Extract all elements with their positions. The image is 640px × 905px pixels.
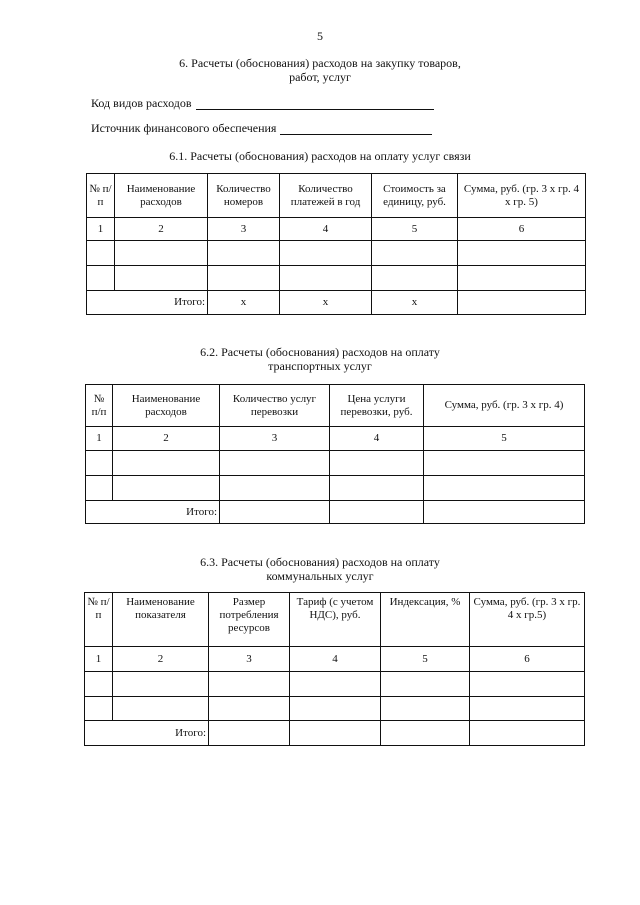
table2-cell [330, 451, 424, 476]
expense-code-line [196, 98, 434, 110]
table3-row [85, 672, 585, 697]
table2-header-row [86, 385, 585, 427]
table1-header-cell: Наименование расходов [115, 174, 208, 218]
table1-cell [115, 266, 208, 291]
table2-row [86, 451, 585, 476]
table1-number-cell: 5 [372, 218, 458, 241]
table3-number-cell: 3 [209, 647, 290, 672]
table2 [85, 384, 585, 524]
table2-cell [113, 451, 220, 476]
table3-header-cell: Индексация, % [381, 593, 470, 647]
table2-number-cell: 3 [220, 427, 330, 451]
table3-cell [85, 697, 113, 721]
table1-number-cell: 2 [115, 218, 208, 241]
table2-cell [330, 476, 424, 501]
table3-header-cell: Тариф (с учетом НДС), руб. [290, 593, 381, 647]
table2-header-cell: Цена услуги перевозки, руб. [330, 385, 424, 427]
table1-cell [458, 266, 586, 291]
table3-number-cell: 1 [85, 647, 113, 672]
table1-number-cell: 1 [87, 218, 115, 241]
table3-total-cell [470, 721, 585, 746]
table3-header-cell: Наименование показателя [113, 593, 209, 647]
table3-cell [290, 697, 381, 721]
table1-cell [372, 266, 458, 291]
table1-header-row [87, 174, 586, 218]
section-title [0, 56, 640, 84]
table1-total-label: Итого: [87, 291, 208, 315]
table1-cell [208, 241, 280, 266]
table2-total-cell [424, 501, 585, 524]
table1-header-cell: Количество номеров [208, 174, 280, 218]
table3-header-cell: Сумма, руб. (гр. 3 х гр. 4 х гр.5) [470, 593, 585, 647]
table3-total-cell [209, 721, 290, 746]
table3-cell [113, 672, 209, 697]
table3-number-cell: 4 [290, 647, 381, 672]
table3-header-cell: № п/п [85, 593, 113, 647]
table1-header-cell: Стоимость за единицу, руб. [372, 174, 458, 218]
table1-header-cell: № п/п [87, 174, 115, 218]
table1-row [87, 241, 586, 266]
table2-cell [424, 476, 585, 501]
section-title-line1: 6. Расчеты (обоснования) расходов на закупку товаров, [179, 56, 461, 70]
table3-total-row [85, 721, 585, 746]
table1-cell [208, 266, 280, 291]
funding-source-label: Источник финансового обеспечения [91, 121, 277, 135]
table1-cell [458, 241, 586, 266]
table2-total-label: Итого: [86, 501, 220, 524]
table2-title-line2: транспортных услуг [268, 359, 372, 373]
section-title-line2: работ, услуг [289, 70, 351, 84]
table2-cell [86, 476, 113, 501]
table3-cell [209, 672, 290, 697]
table2-number-row [86, 427, 585, 451]
table2-number-cell: 5 [424, 427, 585, 451]
table2-cell [113, 476, 220, 501]
table3-cell [470, 697, 585, 721]
table1-cell [280, 266, 372, 291]
table1-total-cell [458, 291, 586, 315]
table2-total-cell [330, 501, 424, 524]
table2-total-row [86, 501, 585, 524]
table1-header-cell: Количество платежей в год [280, 174, 372, 218]
table3-title-line1: 6.3. Расчеты (обоснования) расходов на оплату [200, 555, 440, 569]
table1-cell [372, 241, 458, 266]
table1-total-cell: х [208, 291, 280, 315]
table1-cell [87, 266, 115, 291]
table3-cell [290, 672, 381, 697]
table2-cell [220, 451, 330, 476]
page-number: 5 [317, 29, 323, 43]
table2-header-cell: Количество услуг перевозки [220, 385, 330, 427]
table2-cell [86, 451, 113, 476]
table2-cell [424, 451, 585, 476]
funding-source-field [91, 121, 432, 135]
table3-total-label: Итого: [85, 721, 209, 746]
table3-header-row [85, 593, 585, 647]
table3-number-row [85, 647, 585, 672]
funding-source-line [280, 123, 432, 135]
table3-cell [209, 697, 290, 721]
table1 [86, 173, 586, 315]
table2-number-cell: 4 [330, 427, 424, 451]
table3-title-line2: коммунальных услуг [266, 569, 374, 583]
table3-cell [85, 672, 113, 697]
table1-cell [280, 241, 372, 266]
table1-cell [87, 241, 115, 266]
table3-cell [381, 697, 470, 721]
table1-row [87, 266, 586, 291]
table2-header-cell: Наименование расходов [113, 385, 220, 427]
table3-number-cell: 2 [113, 647, 209, 672]
table1-header-cell: Сумма, руб. (гр. 3 х гр. 4 х гр. 5) [458, 174, 586, 218]
table3 [84, 592, 585, 746]
table2-title-line1: 6.2. Расчеты (обоснования) расходов на оплату [200, 345, 440, 359]
table1-number-cell: 4 [280, 218, 372, 241]
expense-code-label: Код видов расходов [91, 96, 192, 110]
table1-number-row [87, 218, 586, 241]
table1-number-cell: 3 [208, 218, 280, 241]
table3-header-cell: Размер потребления ресурсов [209, 593, 290, 647]
table3-row [85, 697, 585, 721]
table3-cell [470, 672, 585, 697]
table3-number-cell: 6 [470, 647, 585, 672]
table2-header-cell: Сумма, руб. (гр. 3 х гр. 4) [424, 385, 585, 427]
table2-total-cell [220, 501, 330, 524]
table2-cell [220, 476, 330, 501]
table1-number-cell: 6 [458, 218, 586, 241]
table2-row [86, 476, 585, 501]
table1-total-cell: х [280, 291, 372, 315]
table3-cell [381, 672, 470, 697]
table1-cell [115, 241, 208, 266]
table2-number-cell: 1 [86, 427, 113, 451]
table1-title: 6.1. Расчеты (обоснования) расходов на оплату услуг связи [169, 149, 471, 163]
table2-title [0, 345, 640, 373]
table3-title [0, 555, 640, 583]
table2-number-cell: 2 [113, 427, 220, 451]
expense-code-field [91, 96, 434, 110]
table3-total-cell [290, 721, 381, 746]
table2-header-cell: № п/п [86, 385, 113, 427]
table3-cell [113, 697, 209, 721]
table3-number-cell: 5 [381, 647, 470, 672]
table3-total-cell [381, 721, 470, 746]
table1-total-row [87, 291, 586, 315]
table1-total-cell: х [372, 291, 458, 315]
